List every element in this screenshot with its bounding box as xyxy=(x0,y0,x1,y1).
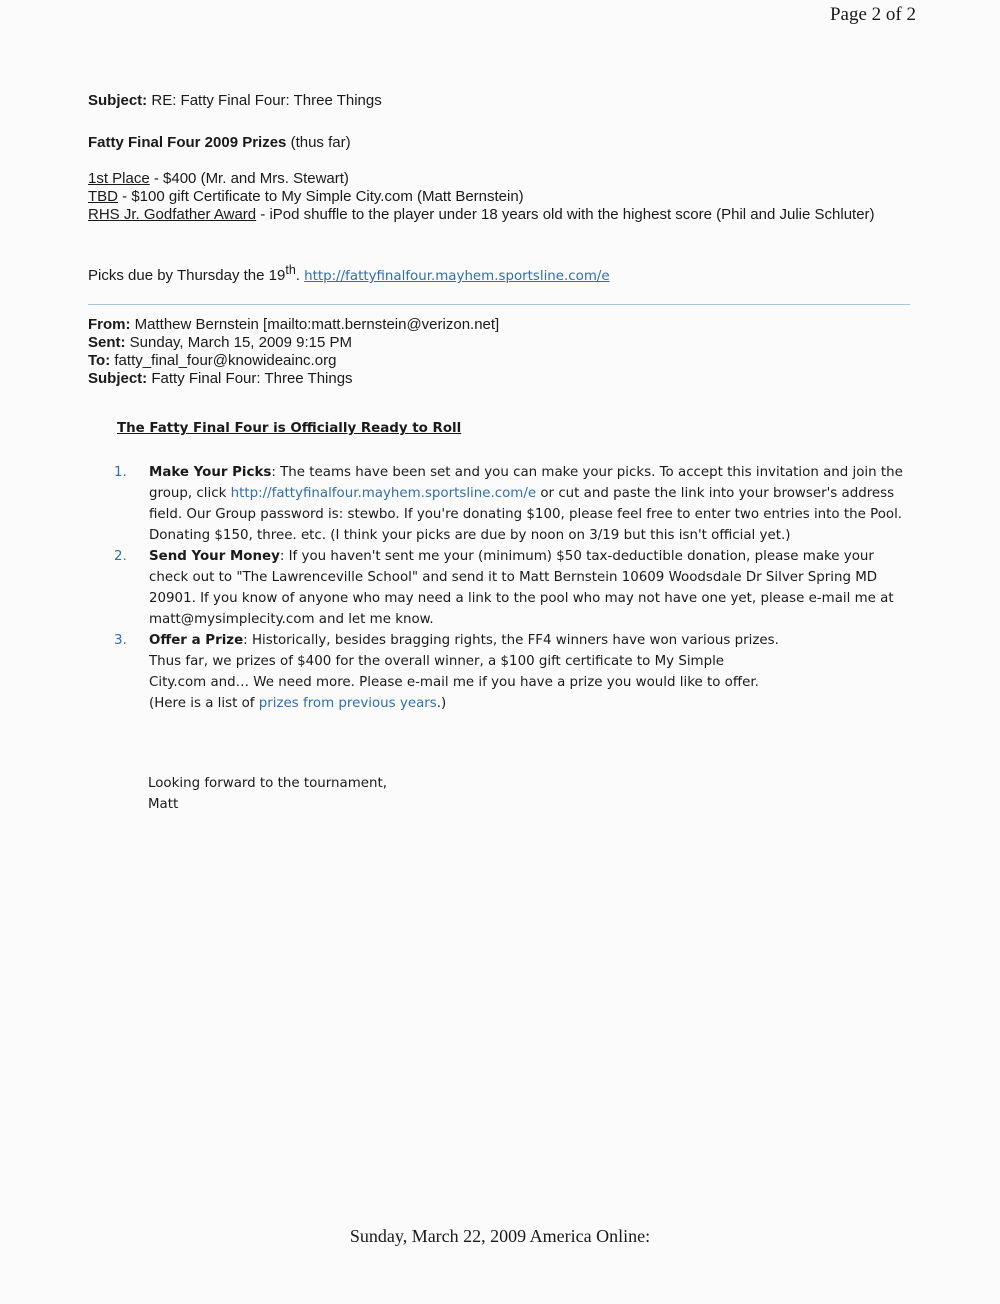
list-item xyxy=(114,630,914,714)
prize-item xyxy=(88,170,908,188)
prizes-title xyxy=(88,134,908,152)
footer-line: Sunday, March 22, 2009 America Online: xyxy=(349,1226,651,1246)
instruction-list xyxy=(114,462,914,714)
prize-name: TBD xyxy=(88,188,118,205)
prize-item xyxy=(88,206,908,224)
signature: Matt xyxy=(148,797,179,812)
prize-desc: - $400 (Mr. and Mrs. Stewart) xyxy=(149,170,349,187)
from-label: From: xyxy=(88,316,131,333)
list-item xyxy=(114,462,914,546)
to-label: To: xyxy=(88,352,111,369)
item-text: : If you haven't sent me your (minimum) $50 tax-deductible donation, please make your check out to "The Lawrenceville School" and send it to Matt Bernstein 10609 Woodsdale Dr Silver Spring MD 20901. If you know of anyone who may need a link to the pool who may not have one yet, please e-mail me at matt@mysimplecity.com and let me know. xyxy=(149,549,894,627)
item-number: 1. xyxy=(114,465,127,480)
picks-due-line xyxy=(88,261,908,287)
prize-item xyxy=(88,188,908,206)
prize-name: RHS Jr. Godfather Award xyxy=(88,206,257,223)
prizes-title-text: Fatty Final Four 2009 Prizes xyxy=(88,134,287,151)
item-text: (Here is a list of xyxy=(149,696,259,711)
original-message-header xyxy=(88,316,908,388)
item-number: 2. xyxy=(114,549,127,564)
picks-due-sup: th xyxy=(285,263,296,277)
previous-prizes-link[interactable]: prizes from previous years xyxy=(258,696,437,711)
sent-line xyxy=(88,334,908,352)
prize-desc: - $100 gift Certificate to My Simple City.com (Matt Bernstein) xyxy=(118,188,524,205)
message-divider xyxy=(88,304,910,305)
picks-due-link[interactable]: http://fattyfinalfour.mayhem.sportsline.com/e xyxy=(304,269,610,284)
subject-line xyxy=(88,370,908,388)
closing-line: Looking forward to the tournament, xyxy=(148,776,388,791)
reply-subject-label: Subject: xyxy=(88,92,148,109)
picks-due-text: Picks due by Thursday the 19 xyxy=(88,267,286,284)
reply-subject-value: RE: Fatty Final Four: Three Things xyxy=(147,92,382,109)
item-text: : The teams have been set and you can make your picks. To accept this invitation and join the group, click xyxy=(149,465,903,501)
subject-value: Fatty Final Four: Three Things xyxy=(147,370,353,387)
to-value: fatty_final_four@knowideainc.org xyxy=(110,352,337,369)
item-title: Offer a Prize xyxy=(149,633,244,648)
sent-value: Sunday, March 15, 2009 9:15 PM xyxy=(125,334,353,351)
closing-block xyxy=(148,773,387,815)
page-number: Page 2 of 2 xyxy=(829,4,916,25)
item-text: City.com and… We need more. Please e-mail me if you have a prize you would like to offer. xyxy=(149,675,759,690)
subject-label: Subject: xyxy=(88,370,148,387)
sent-label: Sent: xyxy=(88,334,126,351)
prize-name: 1st Place xyxy=(88,170,150,187)
from-line xyxy=(88,316,908,334)
to-line xyxy=(88,352,908,370)
prizes-title-note: (thus far) xyxy=(286,134,351,151)
prize-list xyxy=(88,170,908,224)
list-item xyxy=(114,546,914,630)
pool-link[interactable]: http://fattyfinalfour.mayhem.sportsline.com/e xyxy=(230,486,537,501)
picks-due-after: . xyxy=(295,267,305,284)
item-text: : Historically, besides bragging rights, the FF4 winners have won various prizes. xyxy=(243,633,779,648)
from-value: Matthew Bernstein [mailto:matt.bernstein@verizon.net] xyxy=(130,316,500,333)
item-number: 3. xyxy=(114,633,127,648)
reply-subject-line xyxy=(88,92,908,110)
item-text: or cut and paste the link into your browser's address field. Our Group password is: stewbo. If you're donating $100, please feel free to enter two entries into the Pool. Donating $150, three. etc. (I think your picks are due by noon on 3/19 but this isn't official yet.) xyxy=(149,486,903,543)
item-text: .) xyxy=(436,696,447,711)
item-text: Thus far, we prizes of $400 for the overall winner, a $100 gift certificate to My Simple xyxy=(149,654,725,669)
body-heading: The Fatty Final Four is Officially Ready to Roll xyxy=(117,421,462,436)
item-title: Send Your Money xyxy=(149,549,280,564)
item-title: Make Your Picks xyxy=(149,465,272,480)
prize-desc: - iPod shuffle to the player under 18 years old with the highest score (Phil and Julie Schluter) xyxy=(256,206,875,223)
